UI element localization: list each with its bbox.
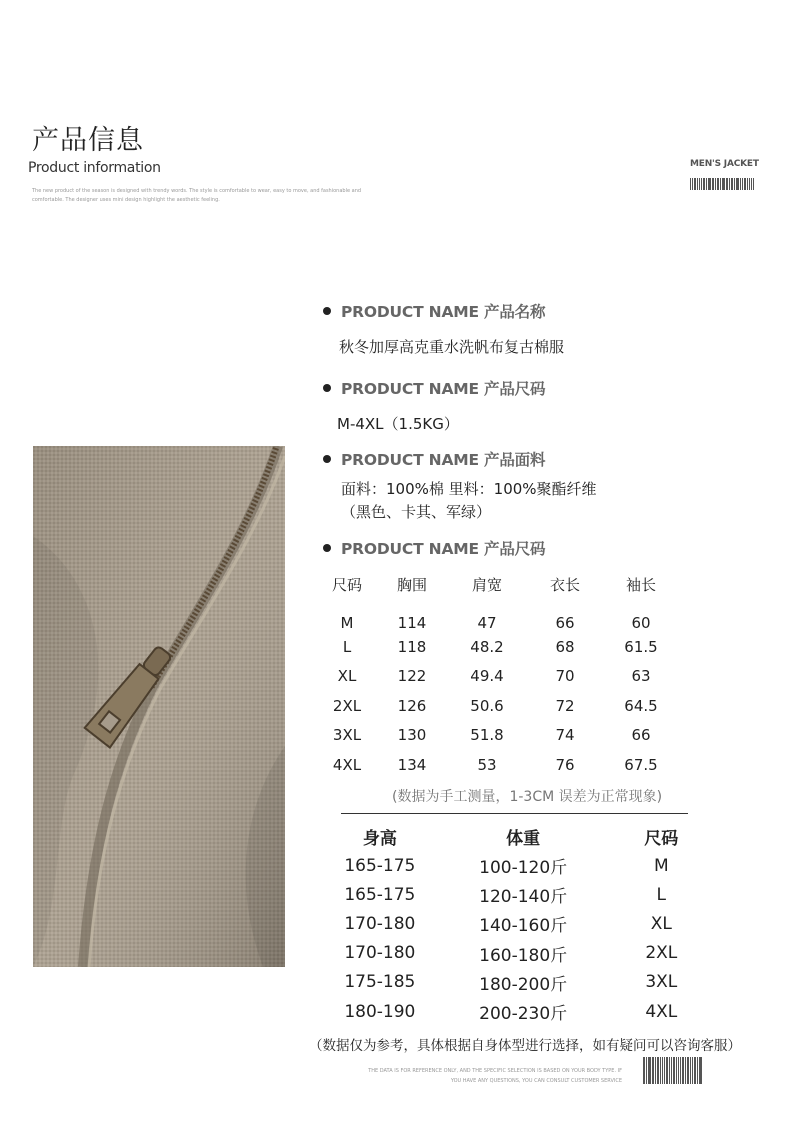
barcode-bar xyxy=(713,178,714,190)
table-header-cell: 尺码 xyxy=(331,575,362,594)
barcode-bar xyxy=(720,178,721,190)
table-header-cell: 袖长 xyxy=(625,575,656,594)
table-row xyxy=(318,939,718,968)
section-heading-size-chart: PRODUCT NAME 产品尺码 xyxy=(323,537,545,559)
table-cell: 76 xyxy=(555,755,575,774)
barcode-bar xyxy=(715,178,716,190)
table-cell: 66 xyxy=(555,614,575,632)
table-cell: 114 xyxy=(397,614,427,632)
barcode-bar xyxy=(699,178,700,190)
table-cell: 170-180 xyxy=(344,943,416,964)
barcode-bar xyxy=(690,1057,691,1084)
table-cell: 64.5 xyxy=(624,696,658,715)
table-cell: 2XL xyxy=(332,696,362,715)
table-row xyxy=(318,662,678,692)
barcode-bar xyxy=(692,178,693,190)
table-header-cell: 身高 xyxy=(362,829,397,849)
bullet-icon xyxy=(323,544,331,552)
barcode-bar xyxy=(722,178,723,190)
barcode-bar xyxy=(700,1057,701,1084)
table-cell: 2XL xyxy=(645,943,678,964)
fabric-value: 面料：100%棉 里料：100%聚酯纤维 xyxy=(341,480,597,498)
barcode-bar xyxy=(653,1057,654,1084)
table-cell: 120-140斤 xyxy=(479,887,568,908)
barcode-bar xyxy=(644,1057,645,1084)
barcode-bar xyxy=(690,178,691,190)
table-cell: 180-190 xyxy=(344,1001,416,1022)
barcode-bar xyxy=(658,1057,659,1084)
fit-table xyxy=(318,822,718,1026)
table-cell: L xyxy=(342,637,352,656)
table-cell: 180-200斤 xyxy=(479,974,568,995)
bullet-icon xyxy=(323,307,331,315)
barcode-bar xyxy=(742,178,743,190)
table-header-row xyxy=(318,822,718,851)
barcode-bar xyxy=(717,178,718,190)
table-cell: 118 xyxy=(397,637,427,656)
barcode-bar xyxy=(736,178,737,190)
table-cell: 53 xyxy=(477,755,497,774)
table-row xyxy=(318,851,718,880)
page-subtitle: Product information xyxy=(28,160,161,176)
barcode-bar xyxy=(676,1057,677,1084)
barcode-bar xyxy=(697,178,699,190)
table-cell: 70 xyxy=(555,667,575,686)
barcode-bar xyxy=(685,1057,686,1084)
table-cell: 3XL xyxy=(645,972,678,993)
table-cell: XL xyxy=(650,913,672,934)
table-header-row xyxy=(318,570,678,598)
table-cell: 165-175 xyxy=(344,884,416,905)
table-row xyxy=(318,750,678,780)
barcode-bar xyxy=(701,178,702,190)
barcode-bar xyxy=(704,178,705,190)
barcode-bar xyxy=(723,178,725,190)
table-row xyxy=(318,997,718,1026)
barcode-bar xyxy=(751,178,752,190)
barcode-bar xyxy=(747,178,748,190)
table-row xyxy=(318,880,718,909)
table-row xyxy=(318,598,678,632)
table-cell: 47 xyxy=(477,614,497,632)
barcode-bar xyxy=(726,178,727,190)
barcode-bar xyxy=(649,1057,650,1084)
barcode-bar xyxy=(718,178,719,190)
barcode-bar xyxy=(753,178,754,190)
barcode-bar xyxy=(695,178,696,190)
table-row xyxy=(318,968,718,997)
table-cell: 140-160斤 xyxy=(479,916,568,937)
barcode-bar xyxy=(703,178,704,190)
table-cell: 122 xyxy=(397,667,427,686)
footer-note: THE DATA IS FOR REFERENCE ONLY, AND THE SPECIFIC SELECTION IS BASED ON YOUR BODY TYPE. IF YOU HAVE ANY QUESTIONS, YOU CAN CONSULT CUSTOMER SERVICE xyxy=(368,1068,622,1084)
barcode-bar xyxy=(706,178,707,190)
barcode-bar xyxy=(729,178,730,190)
table-cell: M xyxy=(653,855,669,876)
table-row xyxy=(318,721,678,751)
table-cell: 60 xyxy=(631,614,651,632)
table-row xyxy=(318,909,718,938)
table-cell: 3XL xyxy=(332,726,362,745)
barcode-bar xyxy=(740,178,741,190)
table-row xyxy=(318,632,678,662)
product-name-value: 秋冬加厚高克重水洗帆布复古棉服 xyxy=(339,338,565,356)
table-cell: 61.5 xyxy=(624,637,658,656)
table-cell: M xyxy=(340,614,354,632)
barcode-bar xyxy=(732,178,733,190)
table-header-cell: 胸围 xyxy=(396,575,427,594)
measurement-note: (数据为手工测量，1-3CM 误差为正常现象) xyxy=(392,789,663,805)
barcode-bar xyxy=(697,1057,698,1084)
table-cell: 4XL xyxy=(332,755,362,774)
barcode-bar xyxy=(671,1057,672,1084)
barcode-bar xyxy=(680,1057,681,1084)
page-title: 产品信息 xyxy=(32,125,144,156)
table-cell: 74 xyxy=(555,726,575,745)
table-cell: 66 xyxy=(631,726,651,745)
barcode-icon xyxy=(690,178,754,190)
table-cell: 67.5 xyxy=(624,755,658,774)
barcode-bar xyxy=(692,1057,693,1084)
table-cell: 4XL xyxy=(645,1001,678,1022)
table-cell: 134 xyxy=(397,755,427,774)
product-size-value: M-4XL（1.5KG） xyxy=(337,415,459,433)
description-text: The new product of the season is designed with trendy words. The style is comfortable to wear, easy to move, and fashionable and comfortable. The designer uses mini design highlight the aesthetic feeling. xyxy=(32,188,362,203)
table-cell: 48.2 xyxy=(470,637,504,656)
reference-note: （数据仅为参考，具体根据自身体型进行选择，如有疑问可以咨询客服） xyxy=(309,1038,741,1054)
divider xyxy=(341,813,688,814)
barcode-bar xyxy=(709,178,711,190)
fabric-colors: （黑色、卡其、军绿） xyxy=(341,503,492,521)
barcode-bar xyxy=(727,178,728,190)
bullet-icon xyxy=(323,384,331,392)
barcode-bar xyxy=(694,178,695,190)
section-heading-product-fabric: PRODUCT NAME 产品面料 xyxy=(323,448,545,470)
section-heading-product-name: PRODUCT NAME 产品名称 xyxy=(323,300,545,322)
barcode-bar xyxy=(708,178,709,190)
table-cell: XL xyxy=(337,667,357,686)
table-cell: 72 xyxy=(555,696,575,715)
barcode-bar xyxy=(662,1057,663,1084)
category-badge: MEN'S JACKET xyxy=(690,159,759,169)
barcode-bar xyxy=(731,178,732,190)
table-cell: 160-180斤 xyxy=(479,945,568,966)
size-table xyxy=(318,570,678,780)
table-cell: 200-230斤 xyxy=(479,1004,568,1025)
table-cell: L xyxy=(656,884,667,905)
table-cell: 175-185 xyxy=(344,972,416,993)
barcode-bar xyxy=(734,178,735,190)
barcode-bar xyxy=(744,178,745,190)
table-header-cell: 肩宽 xyxy=(471,575,502,594)
barcode-bar xyxy=(667,1057,668,1084)
table-row xyxy=(318,691,678,721)
table-cell: 170-180 xyxy=(344,913,416,934)
product-photo xyxy=(33,446,285,967)
barcode-bar xyxy=(749,178,751,190)
table-cell: 50.6 xyxy=(470,696,504,715)
table-header-cell: 尺码 xyxy=(644,829,679,849)
barcode-bar xyxy=(712,178,713,190)
bullet-icon xyxy=(323,455,331,463)
table-cell: 49.4 xyxy=(470,667,504,686)
barcode-bar xyxy=(745,178,746,190)
table-header-cell: 衣长 xyxy=(549,575,580,594)
barcode-bar xyxy=(737,178,739,190)
barcode-icon xyxy=(643,1057,703,1084)
section-heading-product-size: PRODUCT NAME 产品尺码 xyxy=(323,377,545,399)
table-cell: 165-175 xyxy=(344,855,416,876)
table-cell: 63 xyxy=(631,667,651,686)
table-cell: 130 xyxy=(397,726,427,745)
table-header-cell: 体重 xyxy=(506,829,541,849)
table-cell: 126 xyxy=(397,696,427,715)
table-cell: 68 xyxy=(555,637,575,656)
table-cell: 51.8 xyxy=(470,726,504,745)
table-cell: 100-120斤 xyxy=(479,858,568,879)
